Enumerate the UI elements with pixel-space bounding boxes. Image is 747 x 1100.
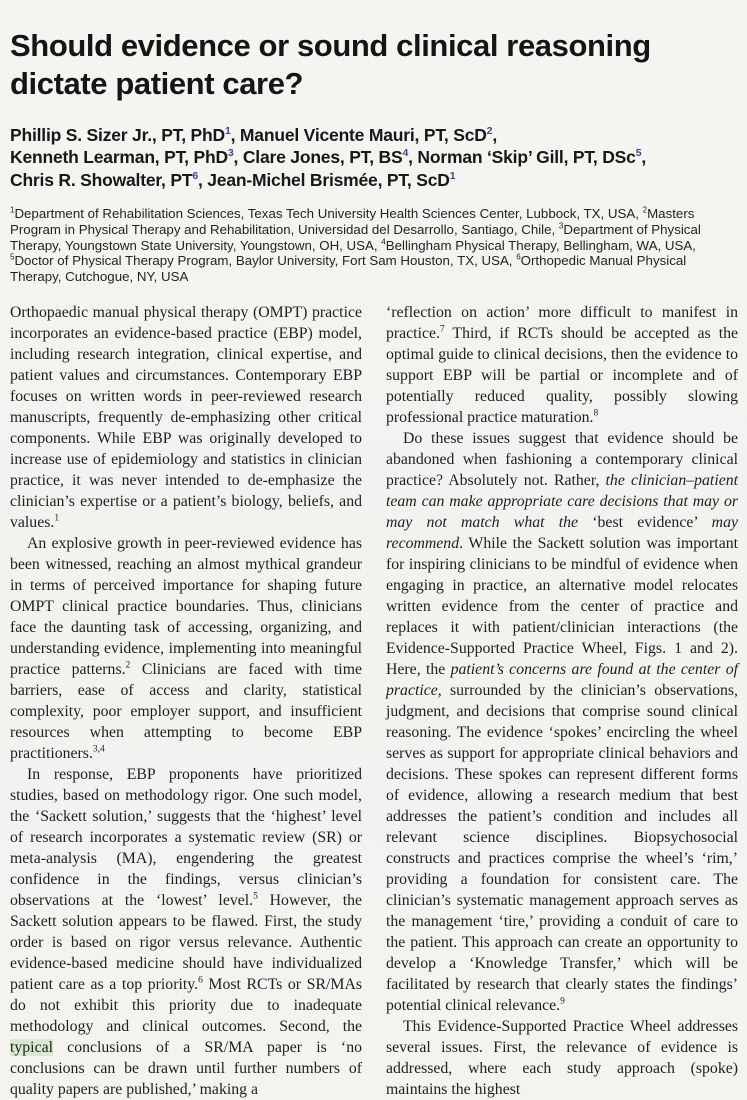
article-title-line-2: dictate patient care? xyxy=(10,65,304,101)
body-paragraph xyxy=(10,302,362,533)
body-column-left xyxy=(10,302,362,1100)
body-paragraph xyxy=(386,428,738,1016)
text-run: , Clare Jones, PT, BS xyxy=(233,147,403,168)
text-run: This Evidence-Supported Practice Wheel addresses several issues. First, the relevance of evidence is addressed, where each study approach (spoke) maintains the highest xyxy=(386,1018,738,1099)
reference-superscript: 3 xyxy=(558,221,564,231)
body-paragraph xyxy=(386,1016,738,1100)
text-run: Department of Rehabilitation Sciences, Texas Tech University Health Sciences Center, Lubbock, TX, USA, xyxy=(14,206,643,222)
reference-superscript: 2 xyxy=(642,205,648,215)
text-run: Clinicians are faced with time barriers, ease of access and clarity, statistical complexity, poor employer support, and insufficient resources when attempting to become EBP practitioners. xyxy=(10,661,362,763)
italic-text: the clinician–patient team can make appropriate care decisions that may or may not match what the xyxy=(386,472,739,532)
text-run: Chris R. Showalter, PT xyxy=(10,169,193,190)
text-run: , xyxy=(492,124,497,145)
text-run: , surrounded by the clinician’s observations, judgment, and decisions that comprise sound clinical reasoning. The evidence ‘spokes’ encircling the wheel serves as support for appropriate clinical behaviors and decisions. These spokes can represent different forms of evidence, allowing a research medium that best addresses the patient’s condition and includes all relevant science disciplines. Biopsychosocial constructs and practices comprise the wheel’s ‘rim,’ providing a foundation for consistent care. The clinician’s systematic management approach serves as the management ‘tire,’ providing a conduit of care to the patient. This approach can create an opportunity to develop a ‘Knowledge Transfer,’ which will be facilitated by research that clearly states the findings’ potential clinical relevance. xyxy=(386,682,738,1015)
text-run: Do these issues suggest that evidence should be abandoned when fashioning a contemporary clinical practice? Absolutely not. Rather, xyxy=(386,430,738,490)
text-run: conclusions of a SR/MA paper is ‘no conclusions can be drawn until further numbers of quality papers are published,’ making a xyxy=(10,1039,362,1099)
text-run: , Manuel Vicente Mauri, PT, ScD xyxy=(230,124,487,145)
text-run: , Jean-Michel Brismée, PT, ScD xyxy=(197,169,450,190)
reference-superscript: 1 xyxy=(54,513,60,524)
body-paragraph xyxy=(10,764,362,1100)
author-line xyxy=(10,169,738,192)
text-run: , xyxy=(641,147,647,168)
text-run: Department of Physical Therapy, Youngstown State University, Youngstown, OH, USA, xyxy=(10,221,701,253)
text-run: . While the Sackett solution was important for inspiring clinicians to be mindful of evidence when engaging in practice, an alternative model relocates written evidence from the center of practice and replaces it with patient/clinician interactions (the Evidence-Supported Practice Wheel, Figs. 1 and 2). Here, the xyxy=(386,535,738,679)
text-run: Phillip S. Sizer Jr., PT, PhD xyxy=(10,124,225,145)
affiliation-superscript: 1 xyxy=(449,169,456,182)
text-run: However, the Sackett solution appears to be flawed. First, the study order is based on rigor versus relevance. Authentic evidence-based medicine should have individualized patient care as a top priority. xyxy=(10,892,362,994)
body-paragraph xyxy=(386,302,738,428)
text-run: Orthopaedic manual physical therapy (OMPT) practice incorporates an evidence-based practice (EBP) model, including research integration, clinical expertise, and patient values and circumstances. Contemporary EBP focuses on written words in peer-reviewed research manuscripts, frequently de-emphasizing other critical components. While EBP was originally developed to increase use of epidemiology and statistics in clinician practice, it was never intended to de-emphasize the clinician’s expertise or a patient’s biology, beliefs, and values. xyxy=(10,304,362,532)
body-columns xyxy=(10,302,738,1100)
reference-superscript: 8 xyxy=(593,408,599,419)
author-line xyxy=(10,124,738,147)
reference-superscript: 5 xyxy=(10,253,15,262)
reference-superscript: 2 xyxy=(125,660,131,671)
affiliation-superscript: 2 xyxy=(486,124,493,137)
text-run: Orthopedic Manual Physical Therapy, Cutchogue, NY, USA xyxy=(10,253,687,285)
author-line xyxy=(10,146,738,169)
affiliation-superscript: 5 xyxy=(635,147,642,160)
highlighted-term: typical xyxy=(10,1039,53,1057)
text-run: Most RCTs or SR/MAs do not exhibit this priority due to inadequate methodology and clinical outcomes. Second, the xyxy=(10,976,362,1036)
text-run: In response, EBP proponents have prioritized studies, based on methodology rigor. One such model, the ‘Sackett solution,’ suggests that the ‘highest’ level of research incorporates a systematic review (SR) or meta-analysis (MA), engendering the greatest confidence in the findings, versus clinician’s observations at the ‘lowest’ level. xyxy=(10,766,362,910)
text-run: , Norman ‘Skip’ Gill, PT, DSc xyxy=(408,147,636,168)
italic-text: patient’s concerns are found at the center of practice xyxy=(386,661,738,700)
affiliation-superscript: 4 xyxy=(402,147,409,160)
body-column-right xyxy=(386,302,738,1100)
author-list xyxy=(10,124,738,192)
text-run: ‘reflection on action’ more difficult to manifest in practice. xyxy=(386,304,738,343)
text-run: Third, if RCTs should be accepted as the optimal guide to clinical decisions, then the evidence to support EBP will be partial or incomplete and of potentially reduced quality, possibly slowing professional practice maturation. xyxy=(386,325,738,427)
reference-superscript: 5 xyxy=(253,891,258,902)
affiliation-superscript: 3 xyxy=(227,147,234,160)
reference-superscript: 6 xyxy=(516,253,521,262)
affiliation-superscript: 6 xyxy=(192,169,198,182)
article-title xyxy=(10,27,738,103)
reference-superscript: 6 xyxy=(198,975,203,986)
reference-superscript: 3,4 xyxy=(92,744,105,755)
text-run: Kenneth Learman, PT, PhD xyxy=(10,147,228,168)
reference-superscript: 1 xyxy=(10,205,15,215)
text-run: Masters Program in Physical Therapy and Rehabilitation, Universidad del Desarrollo, Santiago, Chile, xyxy=(10,206,695,237)
affiliation-superscript: 1 xyxy=(224,124,231,137)
reference-superscript: 9 xyxy=(560,996,565,1007)
text-run: ‘best evidence’ xyxy=(578,514,712,532)
body-paragraph xyxy=(10,533,362,764)
text-run: An explosive growth in peer-reviewed evidence has been witnessed, reaching an almost mythical grandeur in terms of perceived importance for shaping future OMPT clinical practice boundaries. Thus, clinicians face the daunting task of accessing, organizing, and understanding evidence, implementing into meaningful practice patterns. xyxy=(10,535,362,679)
reference-superscript: 4 xyxy=(381,237,386,247)
text-run: Bellingham Physical Therapy, Bellingham, WA, USA, xyxy=(385,237,696,253)
text-run: Doctor of Physical Therapy Program, Baylor University, Fort Sam Houston, TX, USA, xyxy=(14,253,517,269)
article-title-line-1: Should evidence or sound clinical reasoning xyxy=(10,27,651,63)
italic-text: may recommend xyxy=(386,514,738,553)
reference-superscript: 7 xyxy=(439,324,445,335)
affiliations xyxy=(10,206,738,285)
